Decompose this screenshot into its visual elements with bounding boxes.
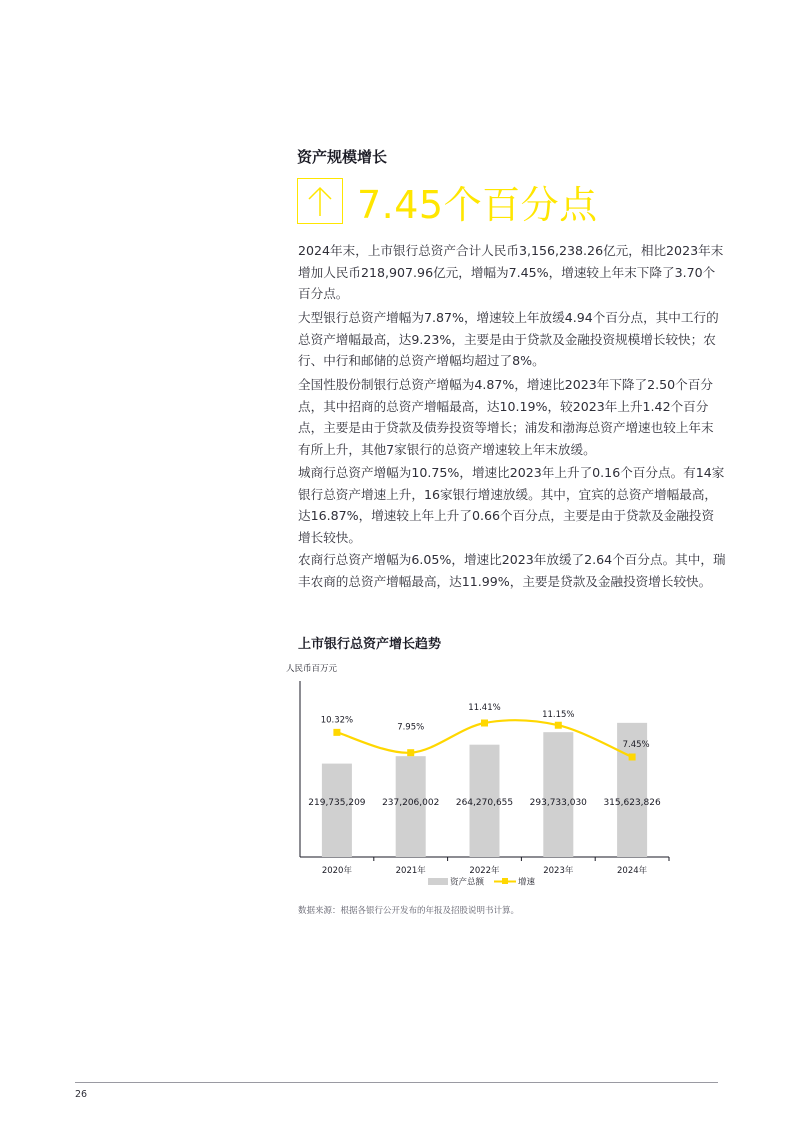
asset-growth-chart — [280, 655, 700, 895]
x-tick-label: 2024年 — [617, 866, 648, 876]
footer-divider — [75, 1082, 718, 1083]
bar-2020 — [322, 764, 352, 857]
bar-value-label: 219,735,209 — [308, 798, 366, 808]
growth-rate-point — [333, 729, 340, 736]
x-tick-label: 2021年 — [395, 866, 426, 876]
paragraph-rural-banks: 农商行总资产增幅为6.05%，增速比2023年放缓了2.64个百分点。其中，瑞丰农商的总资产增幅最高，达11.99%，主要是贷款及金融投资增长较快。 — [298, 552, 726, 589]
x-tick-label: 2023年 — [543, 866, 574, 876]
growth-rate-point — [407, 749, 414, 756]
source-note: 数据来源：根据各银行公开发布的年报及招股说明书计算。 — [298, 906, 520, 916]
x-tick-label: 2020年 — [321, 866, 352, 876]
bar-2023 — [543, 732, 573, 857]
growth-rate-point — [629, 754, 636, 761]
bar-value-label: 264,270,655 — [455, 798, 514, 808]
legend-label-assets: 资产总额 — [450, 877, 485, 888]
bar-value-label: 315,623,826 — [603, 798, 661, 808]
up-arrow-icon — [297, 178, 343, 224]
paragraph-large-banks: 大型银行总资产增幅为7.87%，增速较上年放缓4.94个百分点，其中工行的总资产增幅最高，达9.23%，主要是由于贷款及金融投资规模增长较快；农行、中行和邮储的总资产增幅均超过了8%。 — [298, 310, 719, 368]
paragraph-total-assets: 2024年末，上市银行总资产合计人民币3,156,238.26亿元，相比2023年末增加人民币218,907.96亿元，增幅为7.45%，增速较上年末下降了3.70个百分点。 — [298, 243, 724, 301]
chart-title: 上市银行总资产增长趋势 — [298, 637, 442, 652]
growth-rate-label: 11.41% — [468, 703, 501, 713]
section-title: 资产规模增长 — [297, 148, 388, 166]
unit-label: 人民币百万元 — [286, 664, 338, 674]
bar-value-label: 237,206,002 — [382, 798, 440, 808]
growth-rate-label: 7.45% — [622, 740, 650, 750]
paragraph-city-banks: 城商行总资产增幅为10.75%，增速比2023年上升了0.16个百分点。有14家银行总资产增速上升，16家银行增速放缓。其中，宜宾的总资产增幅最高，达16.87%，增速较上年上升了0.66个百分点，主要是由于贷款及金融投资增长较快。 — [298, 465, 725, 545]
growth-rate-point — [481, 720, 488, 727]
growth-rate-label: 7.95% — [397, 722, 425, 733]
legend-swatch-assets — [428, 878, 448, 885]
kpi-highlight — [297, 177, 598, 225]
x-tick-label: 2022年 — [469, 866, 500, 876]
growth-rate-point — [555, 722, 562, 729]
kpi-value: 7.45个百分点 — [357, 182, 598, 227]
page-number: 26 — [75, 1089, 88, 1100]
legend-label-growth: 增速 — [518, 877, 536, 888]
paragraph-joint-stock-banks: 全国性股份制银行总资产增幅为4.87%，增速比2023年下降了2.50个百分点，其中招商的总资产增幅最高，达10.19%，较2023年上升1.42个百分点，主要是由于贷款及债券投资等增长；浦发和渤海总资产增速也较上年末有所上升，其他7家银行的总资产增速较上年末放缓。 — [298, 377, 714, 457]
legend-swatch-growth-marker — [502, 878, 508, 884]
bar-value-label: 293,733,030 — [529, 798, 587, 808]
growth-rate-label: 11.15% — [542, 710, 575, 721]
growth-rate-label: 10.32% — [320, 715, 354, 726]
